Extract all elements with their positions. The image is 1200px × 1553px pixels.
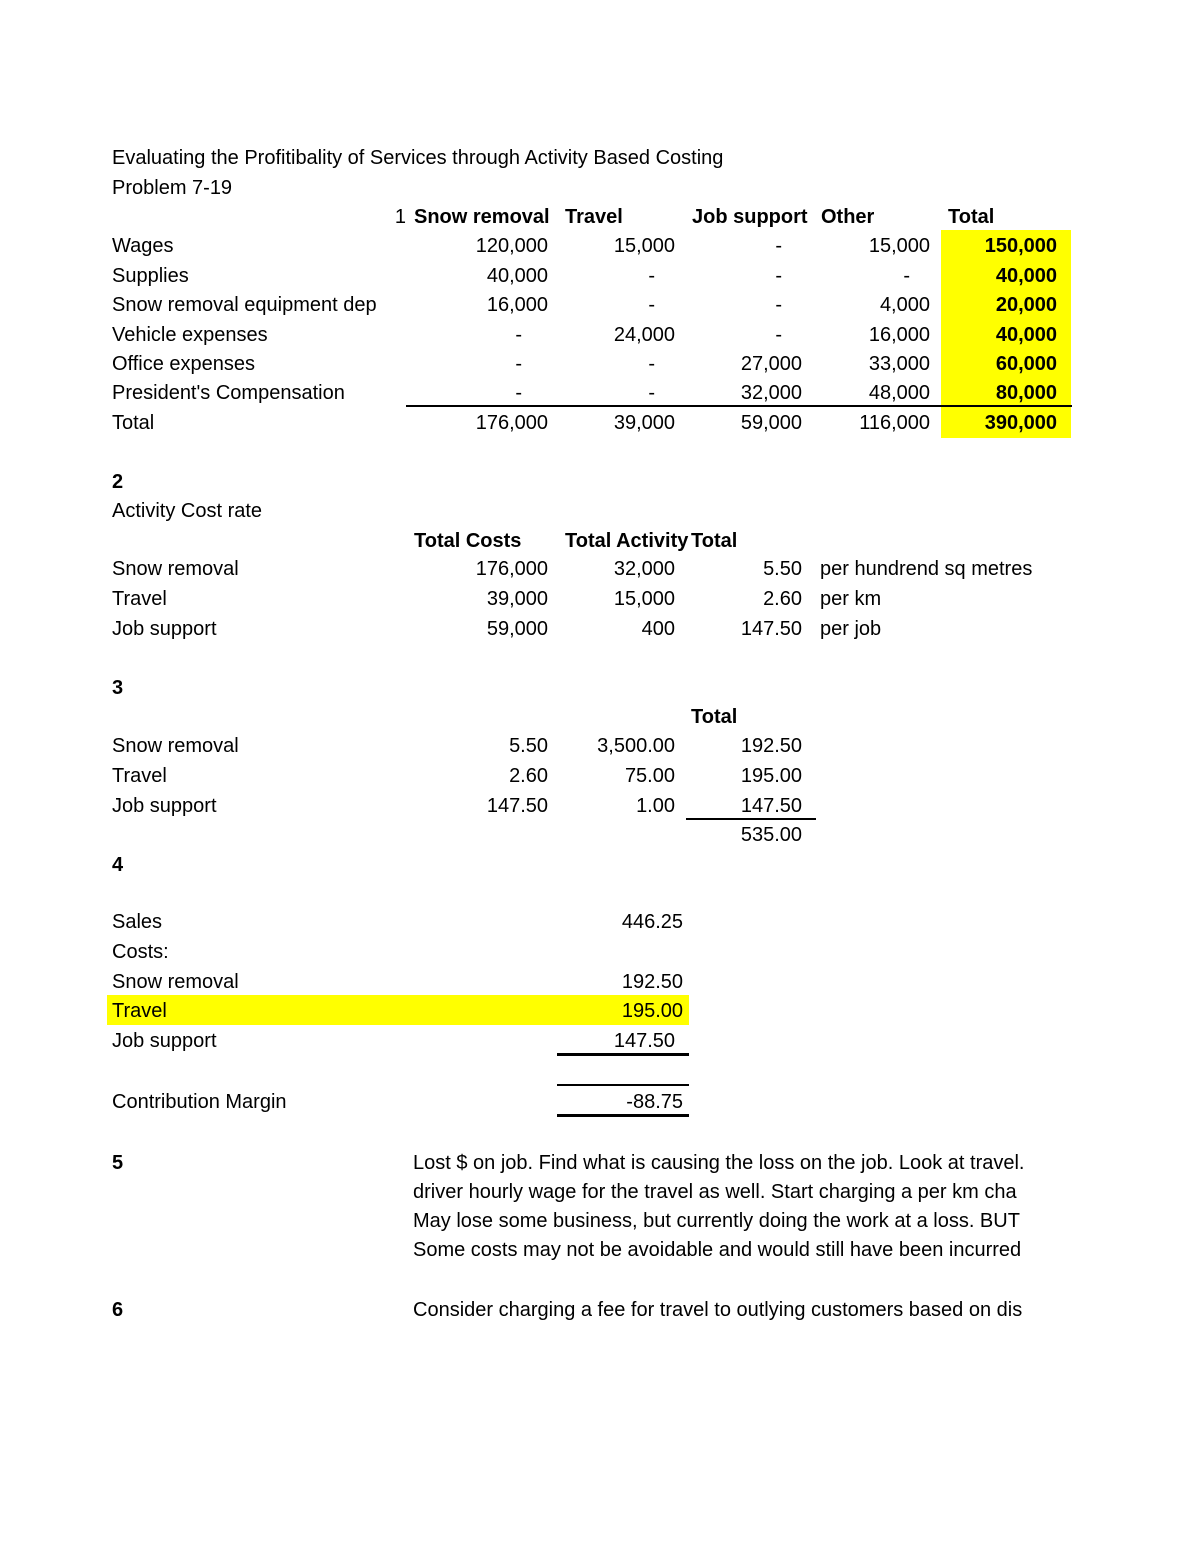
header-total-activity: Total Activity	[565, 530, 689, 552]
cell-value: 48,000	[868, 382, 930, 404]
sales-value: 446.25	[621, 911, 683, 933]
cell-value: 15,000	[868, 235, 930, 257]
cell-value: 27,000	[740, 353, 802, 375]
cell-activity: 400	[641, 618, 675, 640]
row-label: Job support	[112, 1030, 217, 1052]
cell-rate: 2.60	[509, 765, 548, 787]
cell-value: -	[648, 353, 655, 375]
problem-label: Problem 7-19	[112, 177, 233, 199]
analysis-line: May lose some business, but currently doing the work at a loss. BUT	[413, 1210, 1020, 1232]
cell-activity: 15,000	[613, 588, 675, 610]
cell-rate: 147.50	[486, 795, 548, 817]
cell-value: -	[903, 265, 910, 287]
cell-value: -	[515, 382, 522, 404]
header-other: Other	[821, 206, 875, 228]
cell-value: -	[648, 265, 655, 287]
cell-value: 40,000	[486, 265, 548, 287]
cell-qty: 1.00	[636, 795, 675, 817]
row-label: Snow removal	[112, 558, 239, 580]
header-total-costs: Total Costs	[414, 530, 522, 552]
cell-value: 16,000	[486, 294, 548, 316]
cell-value: 39,000	[613, 412, 675, 434]
header-total: Total	[691, 706, 738, 728]
row-label: Travel	[112, 1000, 167, 1022]
cell-value: 24,000	[613, 324, 675, 346]
cell-value: -	[775, 265, 782, 287]
cell-total: 20,000	[995, 294, 1057, 316]
header-total: Total	[948, 206, 995, 228]
section-title: Activity Cost rate	[112, 500, 263, 522]
cell-rate: 147.50	[740, 618, 802, 640]
cell-activity: 32,000	[613, 558, 675, 580]
cell-rate: 5.50	[763, 558, 802, 580]
rule-thick	[557, 1053, 689, 1056]
cell-value: -	[648, 294, 655, 316]
rule-top	[557, 1084, 689, 1086]
header-travel: Travel	[565, 206, 623, 228]
section-number-4: 4	[112, 854, 124, 876]
row-label: President's Compensation	[112, 382, 345, 404]
row-label: Office expenses	[112, 353, 256, 375]
recommendation-text: Consider charging a fee for travel to outlying customers based on dis	[413, 1299, 1023, 1321]
row-label: Travel	[112, 765, 167, 787]
row-label: Wages	[112, 235, 174, 257]
cell-total: 150,000	[984, 235, 1057, 257]
grand-total: 535.00	[740, 824, 802, 846]
total-rule	[406, 405, 1072, 407]
cell-total: 40,000	[995, 265, 1057, 287]
cell-total: 40,000	[995, 324, 1057, 346]
section-number-1: 1	[394, 206, 406, 228]
analysis-line: Lost $ on job. Find what is causing the loss on the job. Look at travel.	[413, 1152, 1025, 1174]
cell-qty: 3,500.00	[597, 735, 675, 757]
analysis-line: Some costs may not be avoidable and would still have been incurred	[413, 1239, 1022, 1261]
cell-value: -	[775, 294, 782, 316]
rule-bottom	[557, 1114, 689, 1117]
cell-rate: 2.60	[763, 588, 802, 610]
cell-qty: 75.00	[624, 765, 675, 787]
cell-total: 390,000	[984, 412, 1057, 434]
row-label: Vehicle expenses	[112, 324, 268, 346]
header-snow-removal: Snow removal	[414, 206, 550, 228]
cell-value: 195.00	[621, 1000, 683, 1022]
cell-value: 192.50	[621, 971, 683, 993]
cell-value: -	[515, 353, 522, 375]
cell-rate: 5.50	[509, 735, 548, 757]
cell-total: 60,000	[995, 353, 1057, 375]
cell-cost: 39,000	[486, 588, 548, 610]
cell-total: 195.00	[740, 765, 802, 787]
cell-value: 120,000	[475, 235, 548, 257]
cell-value: 59,000	[740, 412, 802, 434]
cell-value: 116,000	[859, 412, 930, 434]
section-number-3: 3	[112, 677, 124, 699]
cell-value: 176,000	[475, 412, 548, 434]
header-total: Total	[691, 530, 738, 552]
cell-value: -	[775, 235, 782, 257]
page-title: Evaluating the Profitibality of Services through Activity Based Costing	[112, 147, 724, 169]
section-number-5: 5	[112, 1152, 124, 1174]
section-number-6: 6	[112, 1299, 124, 1321]
cell-total: 192.50	[740, 735, 802, 757]
cell-value: 33,000	[868, 353, 930, 375]
margin-label: Contribution Margin	[112, 1091, 287, 1113]
section-number-2: 2	[112, 471, 124, 493]
row-label: Total	[112, 412, 155, 434]
cell-value: -	[775, 324, 782, 346]
analysis-line: driver hourly wage for the travel as well. Start charging a per km cha	[413, 1181, 1017, 1203]
row-label: Snow removal	[112, 971, 239, 993]
cell-value: 32,000	[740, 382, 802, 404]
cell-cost: 176,000	[475, 558, 548, 580]
cell-total: 80,000	[995, 382, 1057, 404]
costs-label: Costs:	[112, 941, 169, 963]
cell-value: 147.50	[613, 1030, 675, 1052]
row-label: Snow removal equipment dep	[112, 294, 377, 316]
cell-value: -	[648, 382, 655, 404]
cell-unit: per km	[820, 588, 882, 610]
row-label: Supplies	[112, 265, 189, 287]
header-job-support: Job support	[692, 206, 808, 228]
row-label: Travel	[112, 588, 167, 610]
cell-cost: 59,000	[486, 618, 548, 640]
cell-value: 15,000	[613, 235, 675, 257]
cell-value: -	[515, 324, 522, 346]
cell-unit: per job	[820, 618, 882, 640]
margin-value: -88.75	[626, 1091, 683, 1113]
subtotal-rule	[686, 818, 816, 820]
row-label: Job support	[112, 618, 217, 640]
row-label: Snow removal	[112, 735, 239, 757]
cell-total: 147.50	[740, 795, 802, 817]
cell-unit: per hundrend sq metres	[820, 558, 1033, 580]
cell-value: 4,000	[879, 294, 930, 316]
row-label: Job support	[112, 795, 217, 817]
cell-value: 16,000	[868, 324, 930, 346]
sales-label: Sales	[112, 911, 163, 933]
